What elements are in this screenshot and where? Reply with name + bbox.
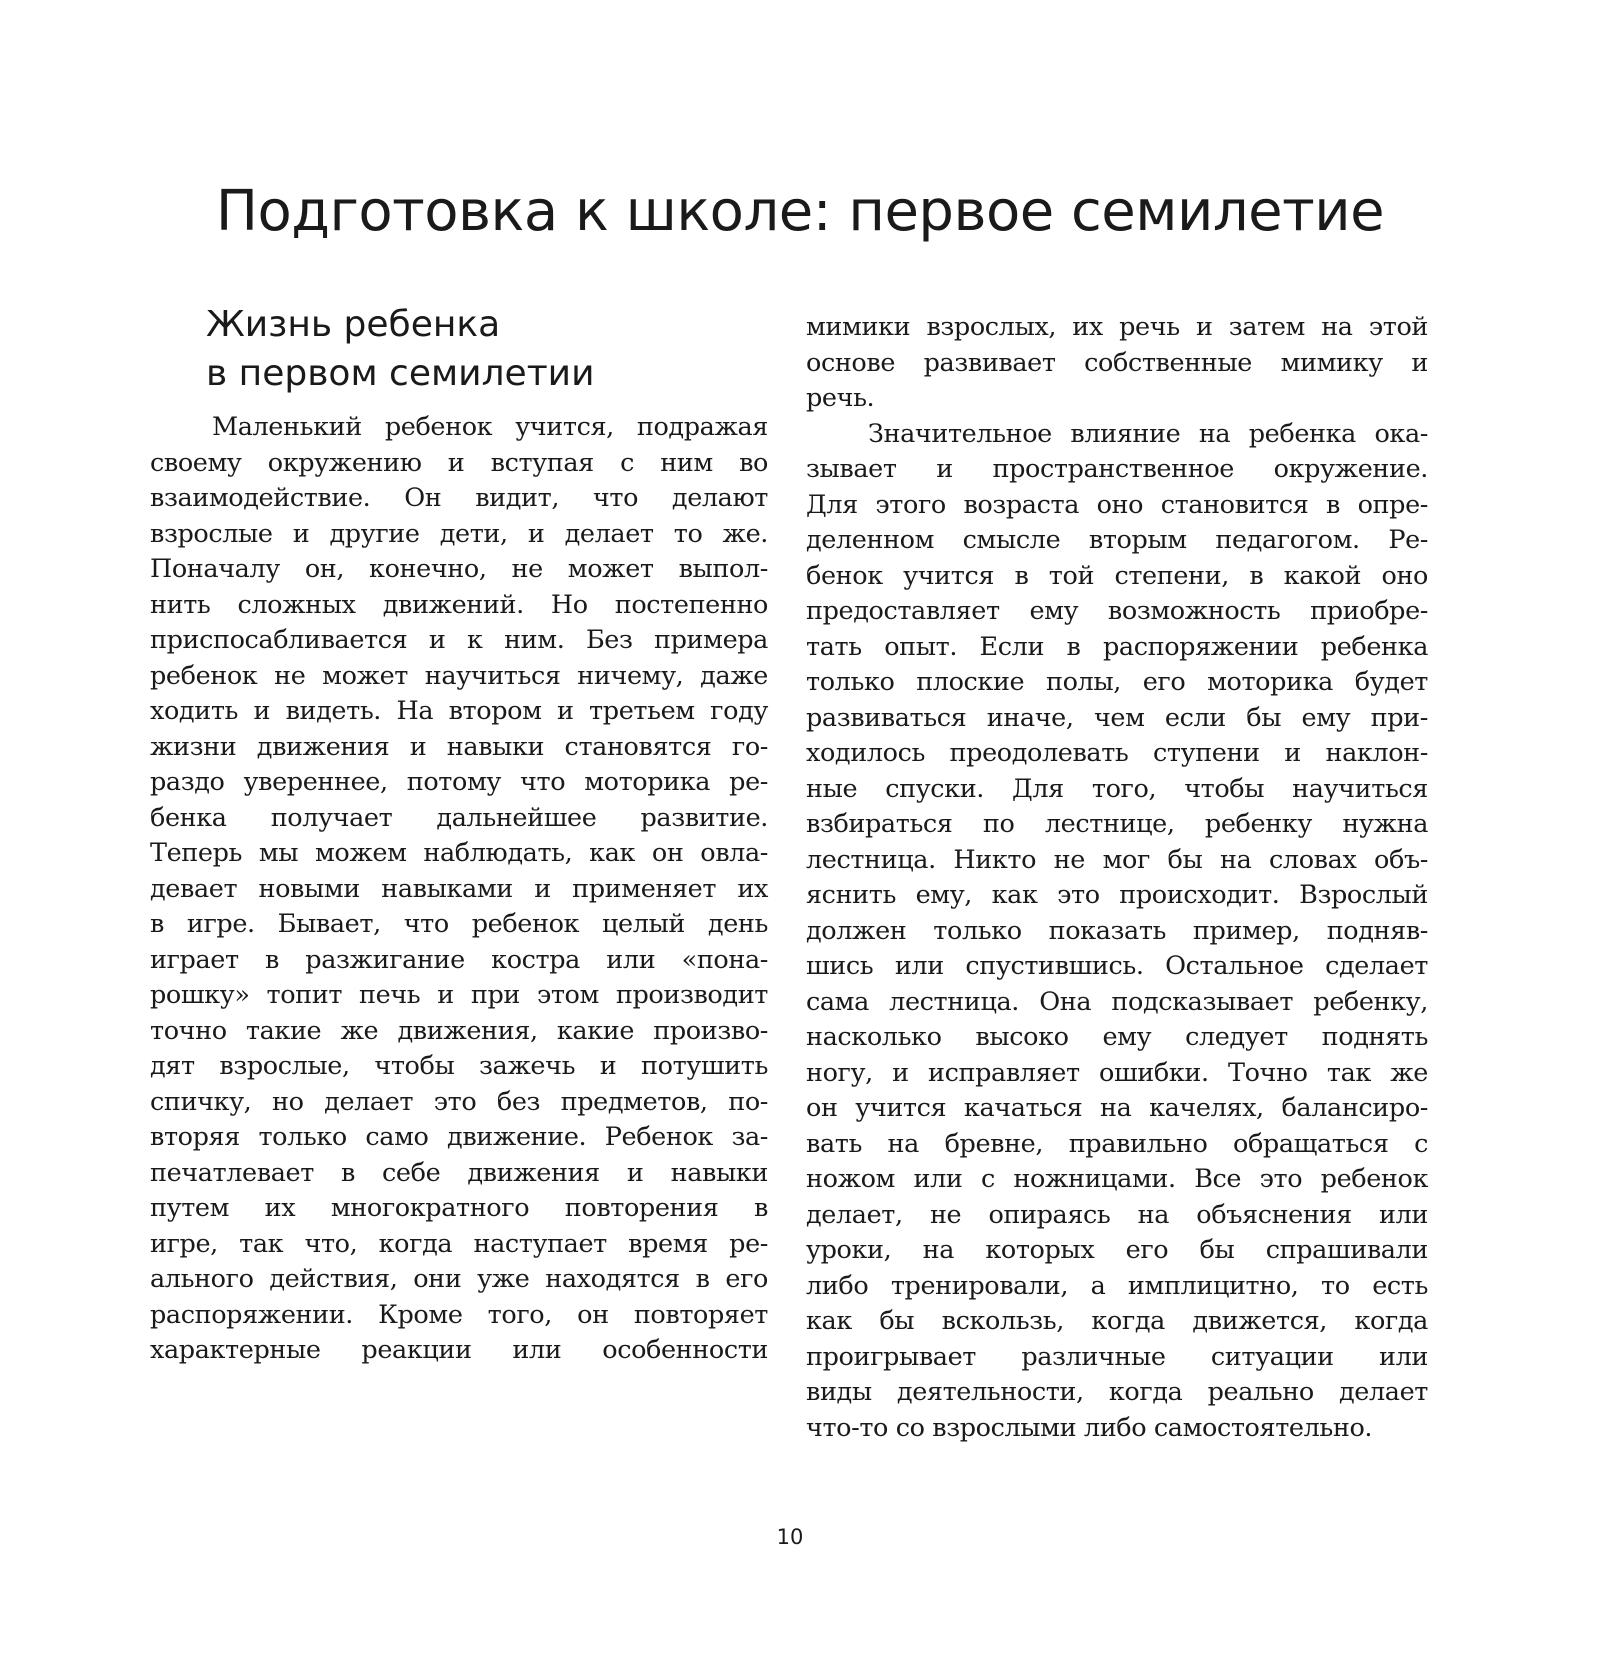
text-line: виды деятельности, когда реально делает [806,1377,1428,1407]
text-line: шись или спустившись. Остальное сделает [806,951,1428,981]
text-line: взбираться по лестнице, ребенку нужна [806,809,1428,839]
text-line: путем их многократного повторения в [150,1193,768,1223]
text-line: ребенок не может научиться ничему, даже [150,660,768,691]
left-column-text [150,410,768,1369]
text-line: бенок учится в той степени, в какой оно [806,560,1428,591]
text-line: рошку» топит печь и при этом производит [150,980,768,1010]
text-line: нить сложных движений. Но постепенно [150,589,768,620]
right-column-text [806,310,1428,1446]
text-line: зывает и пространственное окружение. [806,454,1428,484]
text-line: игре, так что, когда наступает время ре- [150,1228,768,1259]
text-line: своему окружению и вступая с ним во [150,447,768,478]
text-line: ножом или с ножницами. Все это ребенок [806,1164,1428,1194]
text-line: спичку, но делает это без предметов, по- [150,1086,768,1117]
section-heading-line: в первом семилетии [206,353,595,394]
text-line: девает новыми навыками и применяет их [150,873,768,904]
text-line: бенка получает дальнейшее развитие. [150,802,768,833]
text-line: Значительное влияние на ребенка ока- [868,418,1428,449]
text-line: предоставляет ему возможность приобре- [806,596,1428,626]
text-line: только плоские полы, его моторика будет [806,667,1428,697]
text-line: в игре. Бывает, что ребенок целый день [150,909,768,939]
text-line: характерные реакции или особенности [150,1335,768,1365]
text-line: как бы вскользь, когда движется, когда [806,1306,1428,1336]
text-line: ногу, и исправляет ошибки. Точно так же [806,1057,1428,1088]
text-line: речь. [806,383,875,413]
text-line: ходилось преодолевать ступени и наклон- [806,738,1428,768]
text-line: развиваться иначе, чем если бы ему при- [806,702,1428,733]
text-line: лестница. Никто не мог бы на словах объ- [806,844,1428,875]
text-line: приспосабливается и к ним. Без примера [150,625,768,655]
text-line: основе развивает собственные мимику и [806,347,1428,378]
text-line: Маленький ребенок учится, подражая [212,412,768,442]
text-line: раздо увереннее, потому что моторика ре- [150,767,768,797]
text-line: сама лестница. Она подсказывает ребенку, [806,986,1428,1017]
text-line: печатлевает в себе движения и навыки [150,1157,768,1188]
text-line: делает, не опираясь на объяснения или [806,1199,1428,1230]
text-line: Теперь мы можем наблюдать, как он овла- [150,838,768,868]
section-heading [206,300,766,398]
text-line: ходить и видеть. На втором и третьем году [150,696,768,726]
text-line: насколько высоко ему следует поднять [806,1022,1428,1052]
text-line: вторяя только само движение. Ребенок за- [150,1122,768,1152]
text-line: точно такие же движения, какие произво- [150,1015,768,1046]
text-line: дят взрослые, чтобы зажечь и потушить [150,1051,768,1081]
text-line: либо тренировали, а имплицитно, то есть [806,1270,1428,1301]
text-line: взаимодействие. Он видит, что делают [150,483,768,513]
page-number: 10 [776,1525,804,1549]
text-line: что-то со взрослыми либо самостоятельно. [806,1412,1373,1443]
text-line: уроки, на которых его бы спрашивали [806,1235,1428,1265]
text-line: ального действия, они уже находятся в его [150,1264,768,1294]
text-line: яснить ему, как это происходит. Взрослый [806,880,1428,910]
text-line: распоряжении. Кроме того, он повторяет [150,1299,768,1330]
text-line: Для этого возраста оно становится в опре- [806,489,1428,520]
text-line: Поначалу он, конечно, не может выпол- [150,554,768,584]
text-line: играет в разжигание костра или «пона- [150,944,768,975]
section-heading-line: Жизнь ребенка [206,304,501,345]
text-line: должен только показать пример, подняв- [806,915,1428,946]
text-line: жизни движения и навыки становятся го- [150,731,768,762]
text-line: взрослые и другие дети, и делает то же. [150,518,768,549]
text-line: он учится качаться на качелях, балансиро- [806,1093,1428,1123]
text-line: мимики взрослых, их речь и затем на этой [806,312,1428,342]
text-line: тать опыт. Если в распоряжении ребенка [806,631,1428,662]
page-title: Подготовка к школе: первое семилетие [215,179,1385,244]
text-line: проигрывает различные ситуации или [806,1341,1428,1372]
text-line: деленном смысле вторым педагогом. Ре- [806,525,1428,555]
text-line: ные спуски. Для того, чтобы научиться [806,773,1428,804]
text-line: вать на бревне, правильно обращаться с [806,1128,1428,1159]
